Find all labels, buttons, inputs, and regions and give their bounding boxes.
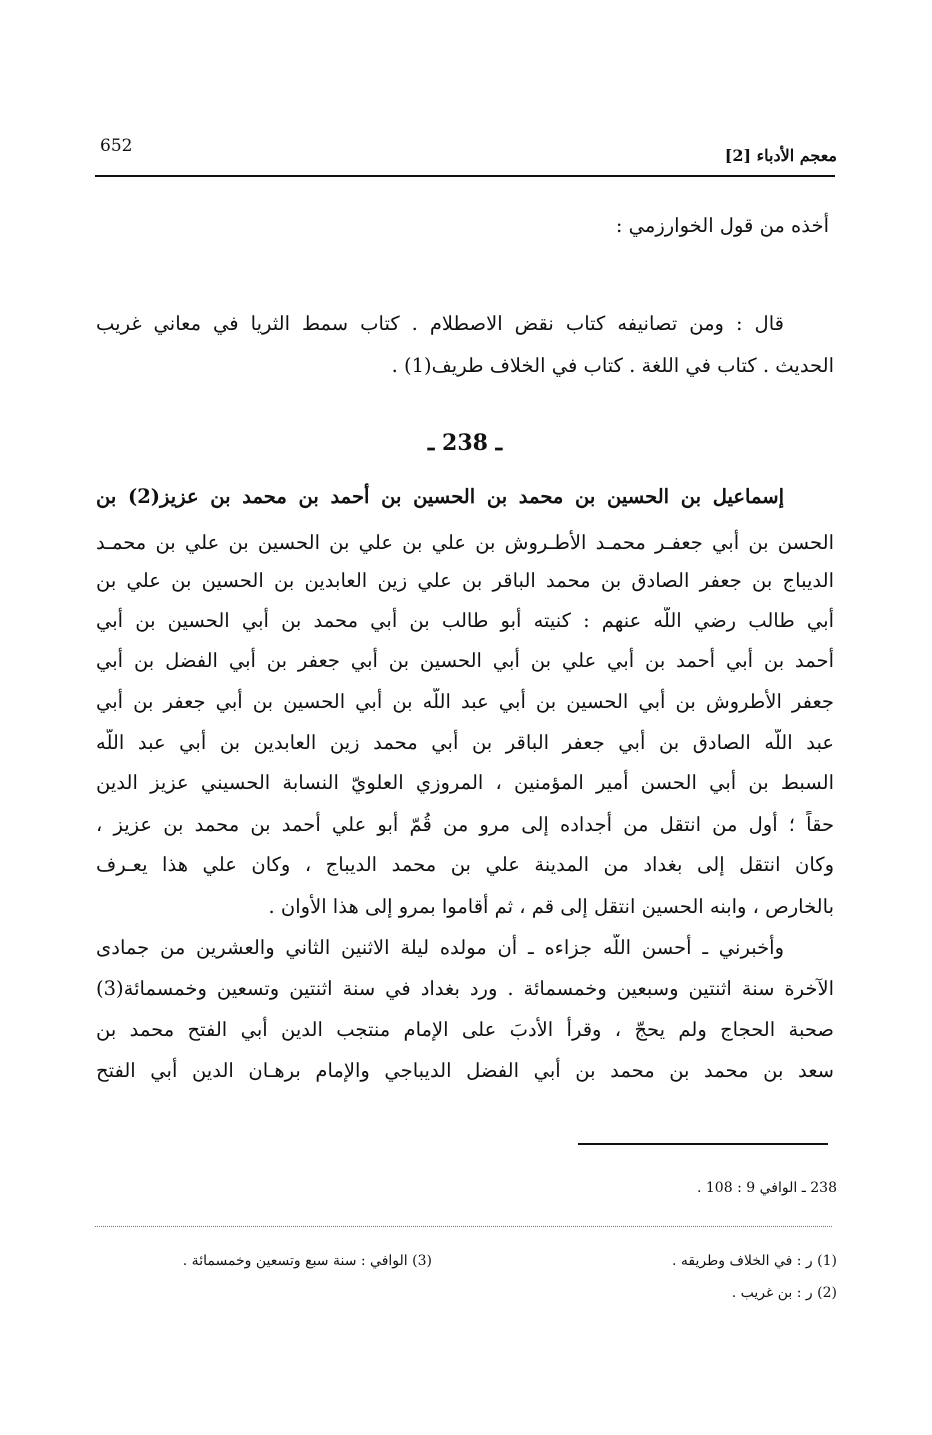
entry-line: بالخارص ، وابنه الحسين انتقل إلى قم ، ثم أقاموا بمرو إلى هذا الأوان .: [268, 895, 834, 918]
entry-line: صحبة الحجاج ولم يحجّ ، وقرأ الأدبَ على الإمام منتجب الدين أبي الفتح محمد بن: [96, 1018, 834, 1041]
footnote-3: (3) الوافي : سنة سبع وتسعين وخمسمائة .: [182, 1253, 432, 1269]
entry-line: السبط بن أبي الحسن أمير المؤمنين ، المروزي العلويّ النسابة الحسيني عزيز الدين: [96, 771, 834, 794]
entry-line: وأخبرني ـ أحسن اللّه جزاءه ـ أن مولده ليلة الاثنين الثاني والعشرين من جمادى: [96, 936, 784, 959]
entry-line: حقاً ؛ أول من انتقل من أجداده إلى مرو من قُمّ أبو علي أحمد بن محمد بن عزيز ،: [96, 813, 834, 836]
entry-number: ـ 238 ـ: [427, 430, 503, 456]
footnote-separator: [95, 1226, 832, 1227]
intro-line: أخذه من قول الخوارزمي :: [615, 214, 829, 237]
entry-line: الديباج بن جعفر الصادق بن محمد الباقر بن علي زين العابدين بن الحسين بن علي بن: [96, 569, 834, 592]
entry-line: وكان انتقل إلى بغداد من المدينة علي بن محمد الديباج ، وكان علي هذا يعـرف: [96, 853, 834, 876]
footnote-1: (1) ر : في الخلاف وطريقه .: [671, 1253, 837, 1269]
entry-line: أبي طالب رضي اللّه عنهم : كنيته أبو طالب بن أبي محمد بن أبي الحسين بن أبي: [96, 609, 834, 632]
entry-line: جعفر الأطروش بن أبي الحسين بن أبي عبد اللّه بن أبي الحسين بن أبي جعفر بن أبي: [96, 690, 834, 713]
entry-line: الآخرة سنة اثنتين وسبعين وخمسمائة . ورد بغداد في سنة اثنتين وتسعين وخمسمائة(3): [96, 977, 834, 1000]
entry-line: أحمد بن أبي أحمد بن أبي علي بن أبي الحسين بن أبي جعفر بن أبي الفضل بن أبي: [96, 649, 834, 672]
intro-line: قال : ومن تصانيفه كتاب نقض الاصطلام . كتاب سمط الثريا في معاني غريب: [96, 312, 784, 335]
intro-line: الحديث . كتاب في اللغة . كتاب في الخلاف طريف(1) .: [391, 354, 834, 377]
entry-line: سعد بن محمد بن محمد بن أبي الفضل الديباجي والإمام برهـان الدين أبي الفتح: [96, 1059, 834, 1082]
entry-line: الحسن بن أبي جعفـر محمـد الأطـروش بن علي بن علي بن الحسين بن علي بن محمـد: [96, 531, 834, 554]
entry-line: عبد اللّه الصادق بن أبي جعفر الباقر بن أبي محمد زين العابدين بن أبي عبد اللّه: [96, 731, 834, 754]
footnote-source: 238 ـ الوافي 9 : 108 .: [696, 1180, 837, 1196]
header-rule: [95, 175, 835, 177]
running-header-title: معجم الأدباء [2]: [724, 146, 837, 165]
footnote-2: (2) ر : بن غريب .: [731, 1285, 837, 1301]
footnote-rule: [578, 1143, 828, 1145]
entry-line: إسماعيل بن الحسين بن محمد بن الحسين بن أحمد بن محمد بن عزيز(2) بن: [96, 485, 784, 508]
page-number: 652: [100, 136, 133, 156]
